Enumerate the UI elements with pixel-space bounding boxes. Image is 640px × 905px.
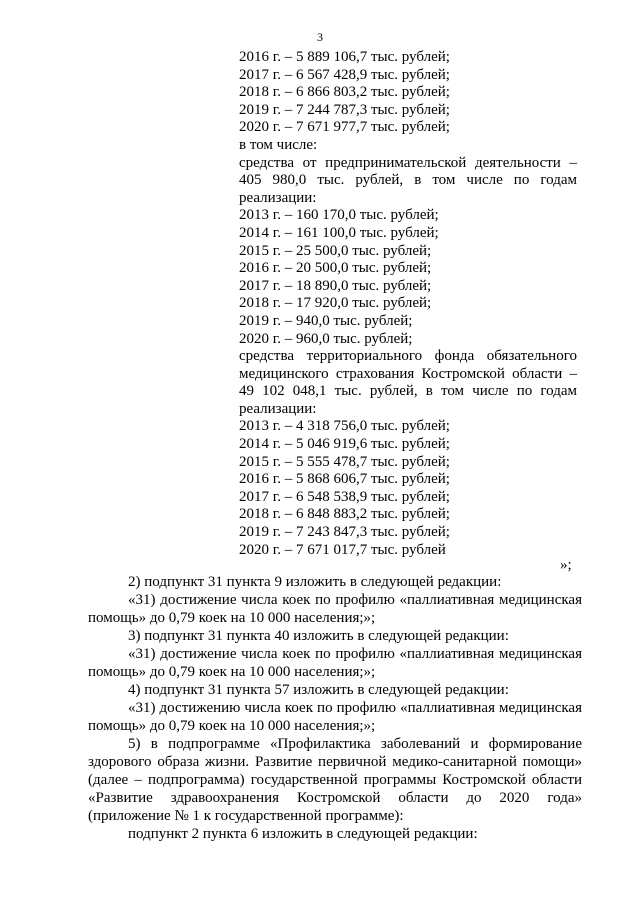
business-funds-line: 2017 г. – 18 890,0 тыс. рублей; (239, 277, 432, 294)
financing-line: 2016 г. – 5 889 106,7 тыс. рублей; (239, 49, 450, 65)
financing-line: 2017 г. – 6 567 428,9 тыс. рублей; (239, 66, 450, 83)
financing-line: 2018 г. – 6 866 803,2 тыс. рублей; (239, 84, 450, 101)
business-funds-line: 2018 г. – 17 920,0 тыс. рублей; (239, 295, 432, 312)
including-label: в том числе: (239, 136, 318, 153)
insurance-funds-line: 2018 г. – 6 848 883,2 тыс. рублей; (239, 506, 450, 523)
insurance-funds-line: 2015 г. – 5 555 478,7 тыс. рублей; (239, 453, 450, 470)
amendment-paragraph: 4) подпункт 31 пункта 57 изложить в следующей редакции: (128, 682, 509, 698)
insurance-funds-line: 2014 г. – 5 046 919,6 тыс. рублей; (239, 436, 450, 453)
amendment-paragraph: «31) достижение числа коек по профилю «паллиативная медицинская помощь» до 0,79 коек на 10 000 населения;»; (88, 592, 582, 626)
business-funds-line: 2015 г. – 25 500,0 тыс. рублей; (239, 242, 432, 259)
insurance-funds-intro: средства территориального фонда обязательного медицинского страхования Костромской области – 49 102 048,1 тыс. рублей, в том числе по годам реализации: (239, 348, 577, 417)
financing-line: 2020 г. – 7 671 977,7 тыс. рублей; (239, 119, 450, 136)
business-funds-line: 2016 г. – 20 500,0 тыс. рублей; (239, 260, 432, 277)
financing-line: 2019 г. – 7 244 787,3 тыс. рублей; (239, 101, 450, 118)
business-funds-line: 2014 г. – 161 100,0 тыс. рублей; (239, 224, 439, 241)
insurance-funds-line: 2019 г. – 7 243 847,3 тыс. рублей; (239, 524, 450, 541)
business-funds-line: 2013 г. – 160 170,0 тыс. рублей; (239, 207, 439, 224)
business-funds-line: 2019 г. – 940,0 тыс. рублей; (239, 312, 413, 329)
insurance-funds-line: 2016 г. – 5 868 606,7 тыс. рублей; (239, 471, 450, 488)
amendment-paragraph: 3) подпункт 31 пункта 40 изложить в следующей редакции: (128, 628, 509, 644)
business-funds-line: 2020 г. – 960,0 тыс. рублей; (239, 330, 413, 347)
insurance-funds-line: 2020 г. – 7 671 017,7 тыс. рублей (239, 541, 446, 558)
closing-quote: »; (560, 557, 572, 573)
financing-block (239, 49, 577, 559)
amendment-paragraph: подпункт 2 пункта 6 изложить в следующей редакции: (128, 826, 478, 842)
insurance-funds-line: 2017 г. – 6 548 538,9 тыс. рублей; (239, 488, 450, 505)
amendment-paragraph: «31) достижение числа коек по профилю «паллиативная медицинская помощь» до 0,79 коек на 10 000 населения;»; (88, 646, 582, 680)
amendment-paragraph: «31) достижению числа коек по профилю «паллиативная медицинская помощь» до 0,79 коек на 10 000 населения;»; (88, 700, 582, 734)
amendments-body (88, 573, 582, 843)
insurance-funds-line: 2013 г. – 4 318 756,0 тыс. рублей; (239, 418, 450, 435)
amendment-paragraph: 5) в подпрограмме «Профилактика заболеваний и формирование здорового образа жизни. Развитие первичной медико-санитарной помощи» (далее – подпрограмма) государственной программы Костромской области «Развитие здравоохранения Костромской области до 2020 года» (приложение № 1 к государственной программе): (88, 736, 582, 824)
amendment-paragraph: 2) подпункт 31 пункта 9 изложить в следующей редакции: (128, 574, 502, 590)
business-funds-intro: средства от предпринимательской деятельности – 405 980,0 тыс. рублей, в том числе по годам реализации: (239, 154, 577, 206)
page-number: 3 (317, 30, 323, 44)
